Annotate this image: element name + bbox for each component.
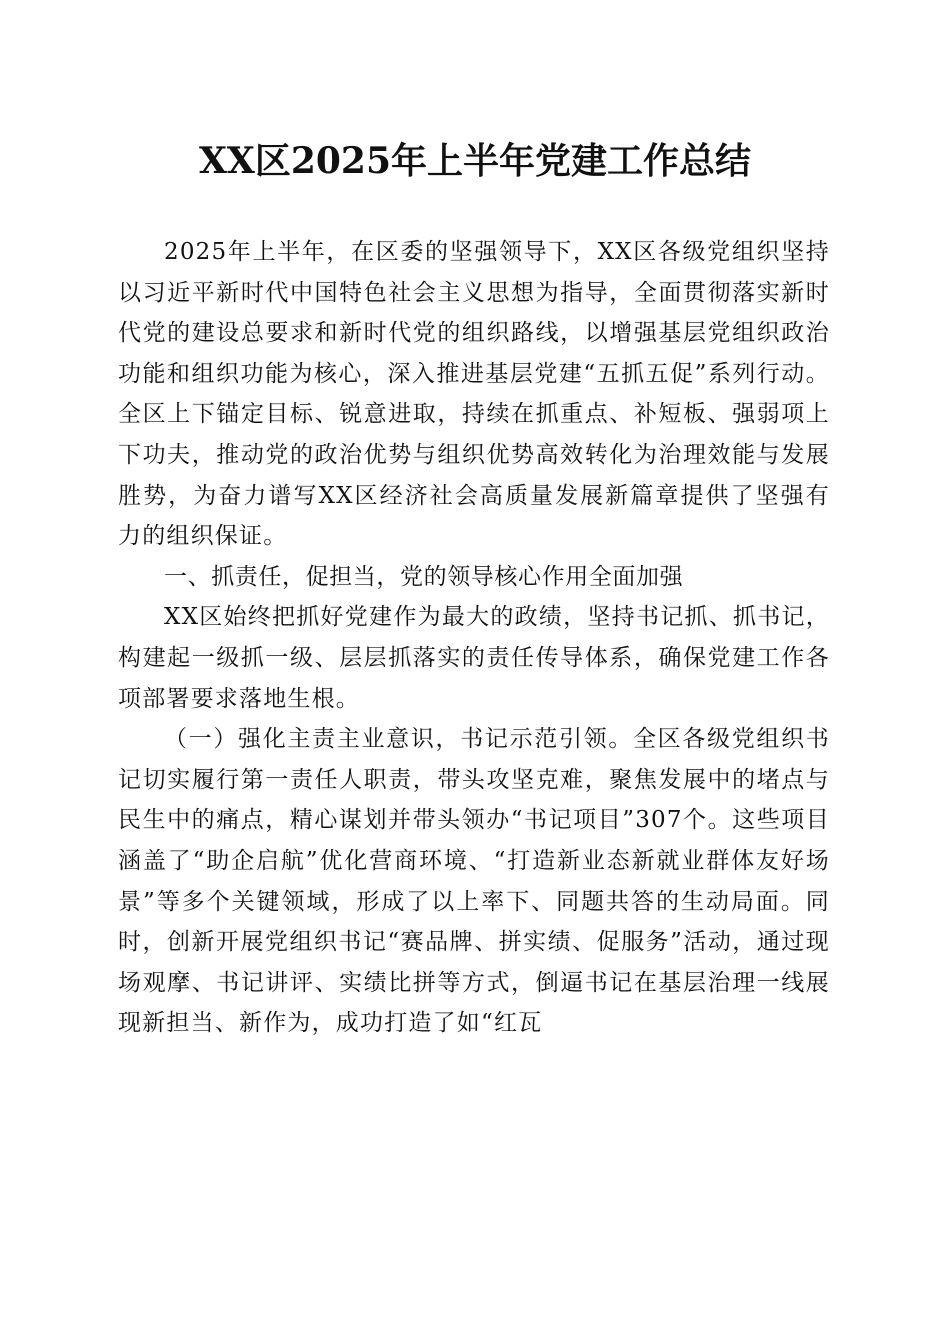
section-heading-1: 一、抓责任，促担当，党的领导核心作用全面加强	[164, 563, 684, 590]
document-body	[118, 232, 830, 1044]
intro-paragraph: 2025年上半年，在区委的坚强领导下，XX区各级党组织坚持以习近平新时代中国特色社会主义思想为指导，全面贯彻落实新时代党的建设总要求和新时代党的组织路线，以增强基层党组织政治功能和组织功能为核心，深入推进基层党建“五抓五促”系列行动。全区上下锚定目标、锐意进取，持续在抓重点、补短板、强弱项上下功夫，推动党的政治优势与组织优势高效转化为治理效能与发展胜势，为奋力谱写XX区经济社会高质量发展新篇章提供了坚强有力的组织保证。	[118, 239, 830, 550]
section-1-paragraph: XX区始终把抓好党建作为最大的政绩，坚持书记抓、抓书记，构建起一级抓一级、层层抓落实的责任传导体系，确保党建工作各项部署要求落地生根。	[118, 604, 830, 712]
document-title: XX区2025年上半年党建工作总结	[198, 140, 752, 182]
subsection-1-paragraph: （一）强化主责主业意识，书记示范引领。全区各级党组织书记切实履行第一责任人职责，带头攻坚克难，聚焦发展中的堵点与民生中的痛点，精心谋划并带头领办“书记项目”307个。这些项目涵盖了“助企启航”优化营商环境、“打造新业态新就业群体友好场景”等多个关键领域，形成了以上率下、同题共答的生动局面。同时，创新开展党组织书记“赛品牌、拼实绩、促服务”活动，通过现场观摩、书记讲评、实绩比拼等方式，倒逼书记在基层治理一线展现新担当、新作为，成功打造了如“红瓦	[118, 726, 830, 1037]
